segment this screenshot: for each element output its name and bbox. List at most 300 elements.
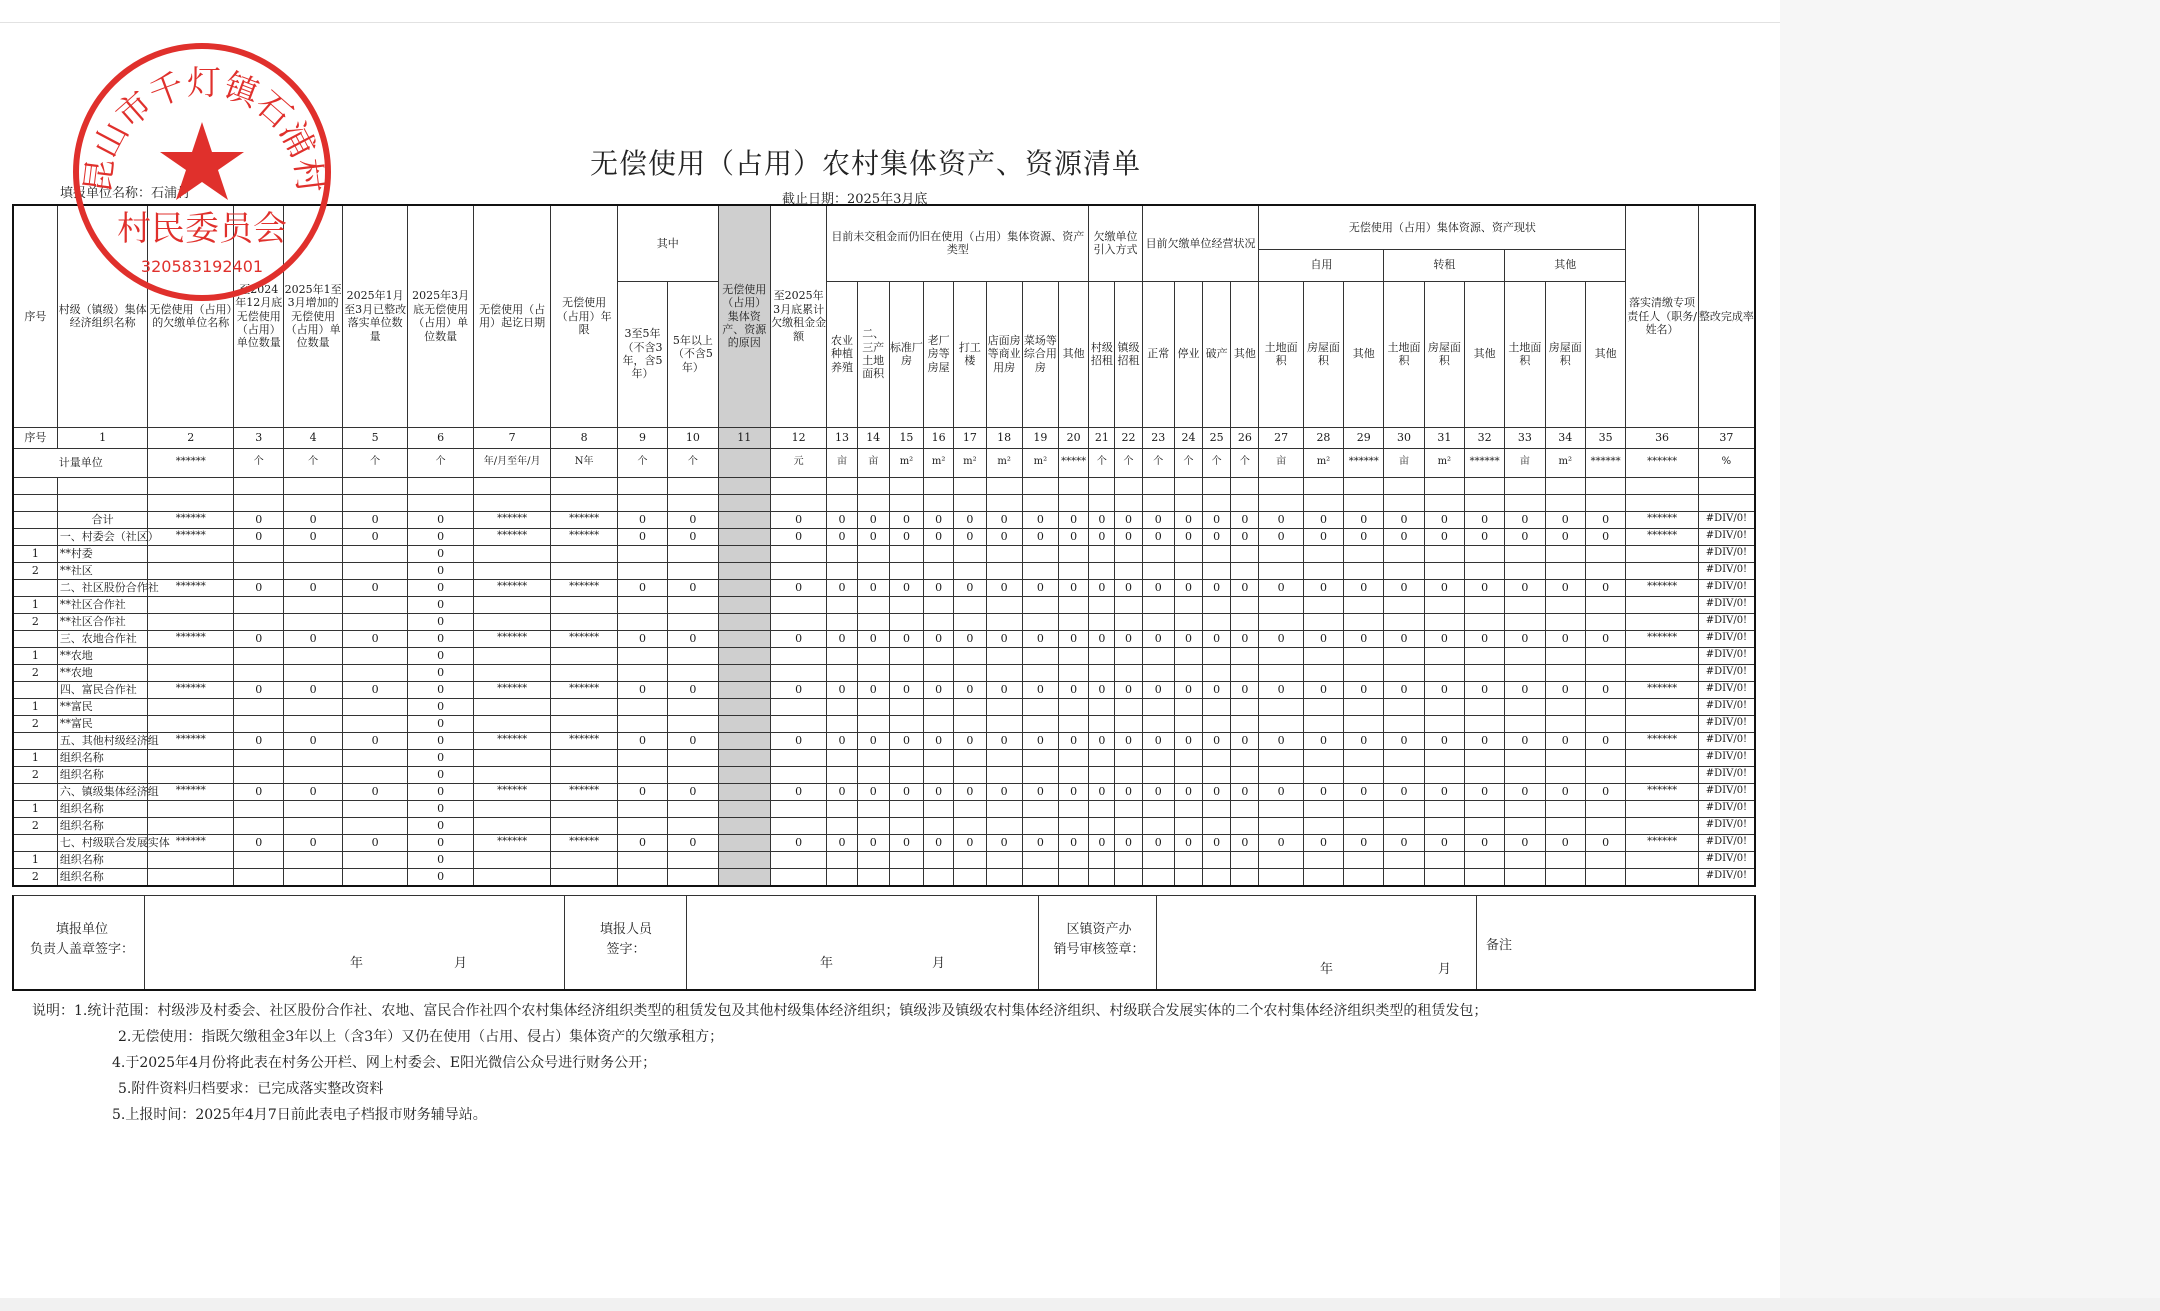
unit-cell: 亩 <box>1259 448 1303 477</box>
count-cell <box>234 851 284 868</box>
empty-cell <box>924 477 954 494</box>
value-cell <box>1464 868 1504 886</box>
value-cell: 0 <box>1545 732 1585 749</box>
col-13-header: 农业种植养殖 <box>827 281 857 427</box>
date-range-cell <box>473 868 551 886</box>
empty-cell <box>1626 494 1699 511</box>
empty-cell <box>408 477 473 494</box>
responsible-cell <box>1626 698 1699 715</box>
value-cell <box>857 596 889 613</box>
value-cell <box>1585 766 1625 783</box>
value-cell <box>1059 613 1089 630</box>
col-org-header: 村级（镇级）集体经济组织名称 <box>57 205 148 427</box>
count-cell: 0 <box>284 511 342 528</box>
count-cell <box>284 766 342 783</box>
owing-unit-cell <box>148 613 234 630</box>
value-cell <box>889 545 923 562</box>
value-cell <box>889 749 923 766</box>
empty-cell <box>857 477 889 494</box>
index-cell: 13 <box>827 427 857 448</box>
value-cell <box>1089 562 1115 579</box>
unit-cell: 个 <box>1115 448 1142 477</box>
value-cell <box>1303 817 1343 834</box>
unit-head-label: 填报单位 负责人盖章签字： <box>29 922 134 957</box>
years-cell: ****** <box>551 732 617 749</box>
value-cell <box>1174 851 1202 868</box>
value-cell <box>1424 596 1464 613</box>
unit-cell: m² <box>1545 448 1585 477</box>
value-cell <box>1059 545 1089 562</box>
value-cell <box>986 613 1022 630</box>
value-cell: 0 <box>1585 732 1625 749</box>
responsible-cell: ****** <box>1626 681 1699 698</box>
value-cell <box>827 800 857 817</box>
value-cell <box>1545 664 1585 681</box>
value-cell <box>1464 766 1504 783</box>
value-cell: 0 <box>1545 834 1585 851</box>
value-cell: 0 <box>889 681 923 698</box>
value-cell: 0 <box>1022 681 1058 698</box>
empty-cell <box>1059 477 1089 494</box>
value-cell <box>1424 766 1464 783</box>
value-cell <box>1142 868 1174 886</box>
value-cell <box>1142 647 1174 664</box>
value-cell <box>889 613 923 630</box>
value-cell: 0 <box>857 528 889 545</box>
row-name: **社区合作社 <box>57 613 148 630</box>
date-range-cell <box>473 749 551 766</box>
value-cell: 0 <box>1231 681 1259 698</box>
count-cell: 0 <box>408 698 473 715</box>
table-row <box>13 868 1755 886</box>
value-cell <box>1203 766 1231 783</box>
index-cell: 10 <box>668 427 718 448</box>
value-cell <box>1022 817 1058 834</box>
value-cell <box>1545 766 1585 783</box>
value-cell <box>1089 868 1115 886</box>
responsible-cell <box>1626 596 1699 613</box>
empty-cell <box>1303 477 1343 494</box>
col-seq-header: 序号 <box>13 205 57 427</box>
table-row <box>13 545 1755 562</box>
value-cell: 0 <box>1464 579 1504 596</box>
owing-unit-cell: ****** <box>148 732 234 749</box>
count-cell: 0 <box>617 630 667 647</box>
value-cell: 0 <box>889 528 923 545</box>
index-cell: 36 <box>1626 427 1699 448</box>
count-cell: 0 <box>617 528 667 545</box>
empty-cell <box>668 494 718 511</box>
value-cell <box>986 851 1022 868</box>
years-cell <box>551 664 617 681</box>
value-cell: 0 <box>1174 511 1202 528</box>
owing-unit-cell: ****** <box>148 681 234 698</box>
value-cell: 0 <box>1142 528 1174 545</box>
value-cell <box>1505 613 1545 630</box>
years-cell <box>551 596 617 613</box>
row-seq: 2 <box>13 562 57 579</box>
seal-ring-text: 昆山市千灯镇石浦村 <box>77 63 331 196</box>
empty-cell <box>1698 494 1755 511</box>
value-cell <box>1089 715 1115 732</box>
value-cell <box>924 749 954 766</box>
count-cell <box>617 868 667 886</box>
index-cell: 35 <box>1585 427 1625 448</box>
row-name: 合计 <box>57 511 148 528</box>
responsible-cell: ****** <box>1626 834 1699 851</box>
value-cell <box>1464 749 1504 766</box>
value-cell: 0 <box>1545 630 1585 647</box>
value-cell <box>1174 562 1202 579</box>
years-cell <box>551 647 617 664</box>
years-cell <box>551 766 617 783</box>
years-cell: ****** <box>551 783 617 800</box>
owing-unit-cell <box>148 749 234 766</box>
value-cell: 0 <box>1344 834 1384 851</box>
value-cell <box>954 800 986 817</box>
count-cell: 0 <box>284 681 342 698</box>
count-cell: 0 <box>668 783 718 800</box>
value-cell: 0 <box>1174 681 1202 698</box>
value-cell <box>1089 664 1115 681</box>
table-row <box>13 749 1755 766</box>
value-cell: 0 <box>889 630 923 647</box>
value-cell <box>924 851 954 868</box>
value-cell: 0 <box>1115 732 1142 749</box>
count-cell: 0 <box>284 732 342 749</box>
note-3: 4.于2025年4月份将此表在村务公开栏、网上村委会、E阳光微信公众号进行财务公开； <box>112 1055 657 1071</box>
value-cell: 0 <box>1303 783 1343 800</box>
value-cell: 0 <box>1384 783 1424 800</box>
count-cell: 0 <box>668 732 718 749</box>
value-cell <box>1545 800 1585 817</box>
value-cell: 0 <box>857 630 889 647</box>
col-16-header: 老厂房等房屋 <box>924 281 954 427</box>
empty-cell <box>1698 477 1755 494</box>
count-cell <box>284 817 342 834</box>
value-cell: 0 <box>986 511 1022 528</box>
value-cell <box>1384 715 1424 732</box>
empty-cell <box>1545 477 1585 494</box>
row-name: 组织名称 <box>57 851 148 868</box>
value-cell: 0 <box>827 834 857 851</box>
unit-cell: 个 <box>1174 448 1202 477</box>
value-cell <box>1545 715 1585 732</box>
value-cell: 0 <box>1203 630 1231 647</box>
empty-cell <box>284 494 342 511</box>
value-cell: 0 <box>954 783 986 800</box>
unit-head-year: 年 <box>350 956 364 971</box>
value-cell <box>1115 562 1142 579</box>
value-cell <box>1142 800 1174 817</box>
count-cell: 0 <box>342 579 407 596</box>
date-range-cell <box>473 562 551 579</box>
value-cell <box>857 664 889 681</box>
unit-cell: 个 <box>408 448 473 477</box>
value-cell <box>1585 715 1625 732</box>
row-seq <box>13 528 57 545</box>
amount-cell <box>770 851 826 868</box>
owing-unit-cell: ****** <box>148 579 234 596</box>
value-cell <box>857 562 889 579</box>
count-cell <box>342 562 407 579</box>
value-cell: 0 <box>1115 511 1142 528</box>
value-cell <box>1505 664 1545 681</box>
count-cell: 0 <box>408 613 473 630</box>
row-seq <box>13 783 57 800</box>
value-cell <box>986 596 1022 613</box>
value-cell <box>1505 698 1545 715</box>
reason-cell <box>718 681 770 698</box>
count-cell <box>284 851 342 868</box>
amount-cell <box>770 647 826 664</box>
empty-cell <box>1545 494 1585 511</box>
reason-cell <box>718 630 770 647</box>
empty-cell <box>827 494 857 511</box>
value-cell <box>1303 749 1343 766</box>
value-cell <box>1585 613 1625 630</box>
value-cell: 0 <box>954 528 986 545</box>
value-cell <box>1059 800 1089 817</box>
value-cell <box>1424 647 1464 664</box>
value-cell <box>1464 613 1504 630</box>
amount-cell <box>770 562 826 579</box>
value-cell: 0 <box>1203 783 1231 800</box>
row-seq: 1 <box>13 647 57 664</box>
amount-cell <box>770 664 826 681</box>
value-cell <box>1505 817 1545 834</box>
value-cell <box>1545 545 1585 562</box>
count-cell <box>668 613 718 630</box>
rate-cell: #DIV/0! <box>1698 528 1755 545</box>
value-cell: 0 <box>1464 783 1504 800</box>
value-cell <box>986 647 1022 664</box>
index-cell: 15 <box>889 427 923 448</box>
value-cell <box>1115 545 1142 562</box>
count-cell <box>342 596 407 613</box>
unit-cell <box>718 448 770 477</box>
reason-cell <box>718 766 770 783</box>
value-cell <box>1384 851 1424 868</box>
empty-cell <box>1585 494 1625 511</box>
empty-cell <box>1174 477 1202 494</box>
value-cell <box>1089 613 1115 630</box>
value-cell <box>857 545 889 562</box>
unit-cell: 亩 <box>827 448 857 477</box>
value-cell: 0 <box>1344 511 1384 528</box>
value-cell: 0 <box>1115 834 1142 851</box>
count-cell: 0 <box>234 783 284 800</box>
value-cell <box>1505 749 1545 766</box>
value-cell <box>857 647 889 664</box>
row-name: 组织名称 <box>57 766 148 783</box>
value-cell <box>1344 715 1384 732</box>
value-cell <box>1115 766 1142 783</box>
value-cell: 0 <box>1089 528 1115 545</box>
col-34-header: 房屋面积 <box>1545 281 1585 427</box>
row-seq: 2 <box>13 613 57 630</box>
count-cell <box>617 749 667 766</box>
value-cell <box>889 817 923 834</box>
value-cell <box>827 817 857 834</box>
count-cell: 0 <box>342 681 407 698</box>
index-cell: 30 <box>1384 427 1424 448</box>
index-cell: 1 <box>57 427 148 448</box>
count-cell: 0 <box>408 681 473 698</box>
value-cell <box>1384 664 1424 681</box>
reason-cell <box>718 783 770 800</box>
filler-label: 填报人员 签字： <box>599 922 652 957</box>
owing-unit-cell <box>148 647 234 664</box>
empty-cell <box>1259 494 1303 511</box>
owing-unit-cell <box>148 800 234 817</box>
value-cell <box>1585 868 1625 886</box>
count-cell <box>617 562 667 579</box>
years-cell: ****** <box>551 579 617 596</box>
value-cell: 0 <box>1022 579 1058 596</box>
empty-cell <box>986 494 1022 511</box>
unit-cell: 个 <box>284 448 342 477</box>
value-cell <box>954 715 986 732</box>
index-cell: 37 <box>1698 427 1755 448</box>
empty-cell <box>889 477 923 494</box>
value-cell: 0 <box>857 783 889 800</box>
rate-cell: #DIV/0! <box>1698 647 1755 664</box>
count-cell: 0 <box>668 511 718 528</box>
count-cell: 0 <box>408 834 473 851</box>
count-cell: 0 <box>408 562 473 579</box>
empty-cell <box>954 477 986 494</box>
value-cell <box>924 817 954 834</box>
value-cell <box>889 766 923 783</box>
value-cell <box>986 749 1022 766</box>
empty-cell <box>1142 477 1174 494</box>
count-cell: 0 <box>617 732 667 749</box>
value-cell <box>1203 562 1231 579</box>
count-cell: 0 <box>234 732 284 749</box>
value-cell: 0 <box>1142 630 1174 647</box>
date-range-cell <box>473 698 551 715</box>
value-cell <box>1022 647 1058 664</box>
value-cell <box>889 562 923 579</box>
value-cell: 0 <box>1089 783 1115 800</box>
value-cell <box>924 800 954 817</box>
value-cell <box>1059 868 1089 886</box>
empty-cell <box>473 494 551 511</box>
empty-cell <box>1022 494 1058 511</box>
empty-cell <box>1344 494 1384 511</box>
amount-cell: 0 <box>770 834 826 851</box>
value-cell: 0 <box>1231 732 1259 749</box>
value-cell <box>986 698 1022 715</box>
empty-cell <box>770 494 826 511</box>
index-cell: 23 <box>1142 427 1174 448</box>
value-cell <box>1022 545 1058 562</box>
value-cell <box>1259 664 1303 681</box>
value-cell <box>1089 596 1115 613</box>
value-cell <box>1142 817 1174 834</box>
value-cell <box>1174 664 1202 681</box>
rate-cell: #DIV/0! <box>1698 783 1755 800</box>
empty-cell <box>954 494 986 511</box>
value-cell <box>1303 596 1343 613</box>
value-cell <box>1142 749 1174 766</box>
value-cell <box>1545 851 1585 868</box>
value-cell <box>1545 868 1585 886</box>
scan-edge-line <box>0 22 1780 23</box>
value-cell <box>1115 613 1142 630</box>
value-cell: 0 <box>1303 528 1343 545</box>
empty-cell <box>234 477 284 494</box>
value-cell: 0 <box>1089 579 1115 596</box>
value-cell <box>827 868 857 886</box>
value-cell <box>1174 715 1202 732</box>
empty-cell <box>1059 494 1089 511</box>
value-cell <box>857 698 889 715</box>
value-cell <box>1585 647 1625 664</box>
col-5-header: 2025年1月至3月已整改落实单位数量 <box>342 205 407 427</box>
row-name: **富民 <box>57 698 148 715</box>
value-cell <box>889 647 923 664</box>
count-cell <box>617 596 667 613</box>
empty-cell <box>1344 477 1384 494</box>
count-cell: 0 <box>408 732 473 749</box>
value-cell <box>1344 596 1384 613</box>
empty-cell <box>1089 477 1115 494</box>
value-cell: 0 <box>1464 732 1504 749</box>
value-cell: 0 <box>1545 511 1585 528</box>
index-cell: 20 <box>1059 427 1089 448</box>
value-cell: 0 <box>1384 681 1424 698</box>
value-cell <box>1384 596 1424 613</box>
value-cell <box>857 613 889 630</box>
count-cell <box>342 766 407 783</box>
count-cell <box>234 868 284 886</box>
owing-unit-cell <box>148 596 234 613</box>
value-cell: 0 <box>954 579 986 596</box>
col-35-header: 其他 <box>1585 281 1625 427</box>
unit-cell: 个 <box>668 448 718 477</box>
value-cell <box>1231 800 1259 817</box>
value-cell <box>1303 851 1343 868</box>
amount-cell <box>770 613 826 630</box>
value-cell <box>1505 647 1545 664</box>
value-cell <box>1259 613 1303 630</box>
value-cell <box>1203 596 1231 613</box>
empty-cell <box>770 477 826 494</box>
value-cell <box>1022 715 1058 732</box>
count-cell <box>617 613 667 630</box>
value-cell <box>954 647 986 664</box>
amount-cell: 0 <box>770 528 826 545</box>
value-cell <box>1203 749 1231 766</box>
rate-cell: #DIV/0! <box>1698 732 1755 749</box>
row-name: **农地 <box>57 664 148 681</box>
index-cell: 32 <box>1464 427 1504 448</box>
value-cell <box>1203 817 1231 834</box>
col-27-35-group-header: 无偿使用（占用）集体资源、资产现状 <box>1259 205 1626 249</box>
signature-area <box>12 895 1756 991</box>
rate-cell: #DIV/0! <box>1698 630 1755 647</box>
value-cell <box>1059 562 1089 579</box>
note-5: 5.上报时间：2025年4月7日前此表电子档报市财务辅导站。 <box>112 1107 487 1123</box>
value-cell <box>1585 698 1625 715</box>
value-cell <box>827 664 857 681</box>
empty-cell <box>1203 477 1231 494</box>
value-cell <box>1424 749 1464 766</box>
value-cell: 0 <box>1174 579 1202 596</box>
value-cell: 0 <box>1464 681 1504 698</box>
